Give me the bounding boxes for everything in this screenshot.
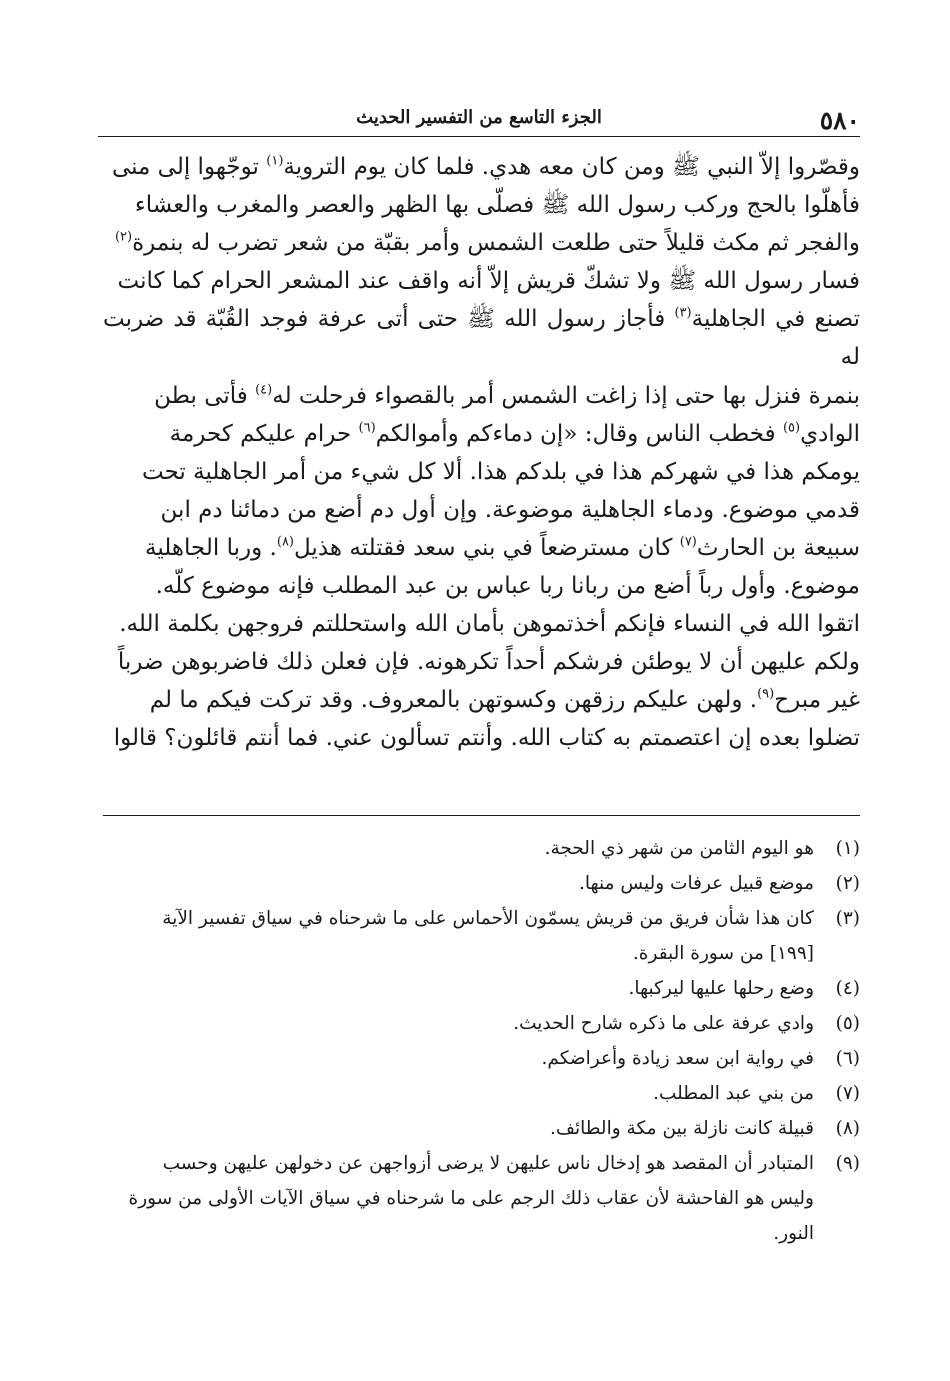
body-text-segment: موضوع. وأول رباً أضع من ربانا ربا عباس بن عبد المطلب فإنه موضوع كلّه.: [155, 573, 860, 600]
footnote-line: في رواية ابن سعد زيادة وأعراضكم.: [541, 1048, 814, 1069]
footnote-text: [103, 1041, 814, 1076]
body-text-segment: فأتى بطن: [154, 382, 256, 409]
body-text-segment: فخطب الناس وقال: «إن دماءكم وأموالكم: [375, 420, 783, 447]
footnote-text: [103, 866, 814, 901]
body-text-segment: فسار رسول الله ﷺ ولا تشكّ قريش إلاّ أنه واقف عند المشعر الحرام كما كانت: [117, 268, 860, 295]
footnote-number: (٢): [835, 873, 860, 894]
footnote-marker: (٧): [679, 534, 697, 550]
body-text-segment: وقصّروا إلاّ النبي ﷺ ومن كان معه هدي. فلما كان يوم التروية: [283, 154, 860, 180]
footnote-line: وليس هو الفاحشة لأن عقاب ذلك الرجم على ما شرحناه في سياق الآيات الأولى من سورة: [128, 1188, 814, 1209]
body-text-segment: . ولهن عليكم رزقهن وكسوتهن بالمعروف. وقد تركت فيكم ما لم: [149, 687, 758, 714]
body-line: [103, 567, 860, 605]
footnote-line: وضع رحلها عليها ليركبها.: [628, 978, 814, 999]
body-line: [103, 377, 860, 415]
footnote-text: [103, 1076, 814, 1111]
footnote: [103, 971, 860, 1006]
body-line: [103, 300, 860, 376]
footnote-marker: (٦): [358, 419, 376, 435]
body-text-segment: سبيعة بن الحارث: [696, 534, 860, 561]
footnote-marker: (٣): [674, 305, 692, 321]
body-line: [103, 148, 860, 186]
footnote-line: من بني عبد المطلب.: [653, 1083, 814, 1104]
footnote: [103, 901, 860, 971]
footnote-marker: (٢): [114, 229, 133, 245]
footnote-text: [103, 971, 814, 1006]
footnote-text: [103, 1111, 814, 1146]
page-number: ٥٨٠: [819, 106, 860, 135]
footnote-line: قبيلة كانت نازلة بين مكة والطائف.: [549, 1118, 814, 1139]
footnote-number: (٥): [835, 1013, 860, 1034]
body-line: [103, 415, 860, 453]
footnote-marker: (٨): [276, 534, 294, 550]
body-line: [103, 224, 860, 262]
body-text-segment: . وربا الجاهلية: [145, 534, 277, 561]
body-text-segment: تضلوا بعده إن اعتصمتم به كتاب الله. وأنتم تسألون عني. فما أنتم قائلون؟ قالوا: [113, 725, 860, 752]
body-line: [103, 605, 860, 643]
footnote-number: (٧): [835, 1083, 860, 1104]
body-line: [103, 262, 860, 300]
body-line: [103, 719, 860, 757]
body-text-segment: تصنع في الجاهلية: [691, 306, 860, 333]
body-line: [103, 643, 860, 681]
body-line: [103, 453, 860, 491]
body-line: [103, 529, 860, 567]
footnote-number: (٤): [835, 978, 860, 999]
footnote-marker: (١): [266, 153, 284, 169]
body-text-segment: الوادي: [800, 420, 860, 447]
footnote-marker: (٥): [782, 419, 801, 435]
footnote: [103, 1111, 860, 1146]
footnote-number: (٦): [835, 1048, 860, 1069]
body-text-segment: فأهلّوا بالحج وركب رسول الله ﷺ فصلّى بها الظهر والعصر والمغرب والعشاء: [134, 192, 860, 219]
body-text-segment: قدمي موضوع. ودماء الجاهلية موضوعة. وإن أول دم أضع من دمائنا دم ابن: [160, 496, 860, 523]
footnote: [103, 1041, 860, 1076]
footnote: [103, 1006, 860, 1041]
footnote: [103, 831, 860, 866]
footnotes: [103, 831, 860, 1251]
footnote-line: المتبادر أن المقصد هو إدخال ناس عليهن لا يرضى أزواجهن عن دخولهن عليهن وحسب: [162, 1153, 814, 1174]
footnote-line: النور.: [773, 1223, 814, 1244]
body-line: [103, 681, 860, 719]
footnote-line: وادي عرفة على ما ذكره شارح الحديث.: [513, 1013, 814, 1034]
body-text-segment: ولكم عليهن أن لا يوطئن فرشكم أحداً تكرهونه. فإن فعلن ذلك فاضربوهن ضرباً: [117, 649, 860, 676]
footnote-marker: (٤): [255, 381, 273, 397]
footnote-number: (٨): [835, 1118, 860, 1139]
running-title: الجزء التاسع من التفسير الحديث: [356, 107, 602, 128]
footnote-marker: (٩): [757, 686, 775, 702]
body-text-segment: يومكم هذا في شهركم هذا في بلدكم هذا. ألا كل شيء من أمر الجاهلية تحت: [141, 458, 860, 485]
body-text-segment: غير مبرح: [774, 687, 860, 714]
footnote: [103, 866, 860, 901]
body-line: [103, 186, 860, 224]
footnote-text: [103, 901, 814, 971]
body-text-segment: توجّهوا إلى منى: [111, 154, 267, 180]
footnote-line: هو اليوم الثامن من شهر ذي الحجة.: [544, 838, 814, 859]
page-header: [98, 96, 860, 137]
footnote: [103, 1146, 860, 1251]
footnote-text: [103, 831, 814, 866]
footnote-text: [103, 1006, 814, 1041]
body-text-segment: اتقوا الله في النساء فإنكم أخذتموهن بأمان الله واستحللتم فروجهن بكلمة الله.: [119, 611, 860, 638]
footnote-text: [103, 1146, 814, 1251]
body-text-segment: كان مسترضعاً في بني سعد فقتلته هذيل: [294, 534, 680, 561]
footnote-line: موضع قبيل عرفات وليس منها.: [579, 873, 814, 894]
footnote-line: كان هذا شأن فريق من قريش يسمّون الأحماس على ما شرحناه في سياق تفسير الآية: [162, 908, 814, 929]
body-text-segment: حرام عليكم كحرمة: [169, 420, 359, 447]
body-text-segment: بنمرة فنزل بها حتى إذا زاغت الشمس أمر بالقصواء فرحلت له: [272, 382, 860, 409]
footnote-number: (٣): [835, 908, 860, 929]
main-text: [103, 148, 860, 758]
footnote-number: (٩): [835, 1153, 860, 1174]
body-text-segment: والفجر ثم مكث قليلاً حتى طلعت الشمس وأمر بقبّة من شعر تضرب له بنمرة: [132, 230, 860, 257]
footnote-number: (١): [835, 838, 860, 859]
body-line: [103, 491, 860, 529]
body-text-segment: فأجاز رسول الله ﷺ حتى أتى عرفة فوجد القُبّة قد ضربت له: [103, 306, 860, 371]
footnote-line: [١٩٩] من سورة البقرة.: [632, 943, 814, 964]
footnote-separator: [103, 815, 860, 816]
footnote: [103, 1076, 860, 1111]
